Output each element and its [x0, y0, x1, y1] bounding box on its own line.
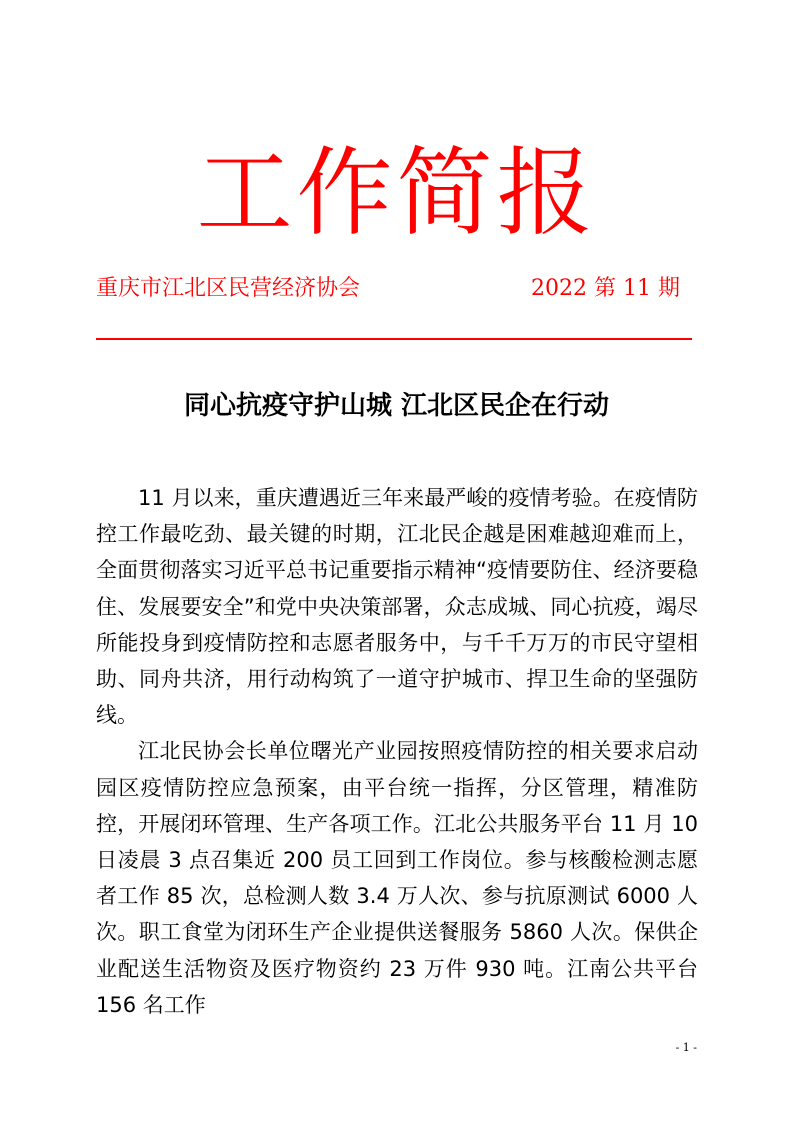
- article-paragraph-2: 江北民协会长单位曙光产业园按照疫情防控的相关要求启动园区疫情防控应急预案，由平台统一指挥，分区管理，精准防控，开展闭环管理、生产各项工作。江北公共服务平台 11 月 10 日凌晨 3 点召集近 200 员工回到工作岗位。参与核酸检测志愿者工作 85 次，总检测人数 3.4 万人次、参与抗原测试 6000 人次。职工食堂为闭环生产企业提供送餐服务 5860 人次。保供企业配送生活物资及医疗物资约 23 万件 930 吨。江南公共平台 156 名工作: [96, 739, 698, 1017]
- article-paragraph-1: 11 月以来，重庆遭遇近三年来最严峻的疫情考验。在疫情防控工作最吃劲、最关键的时期，江北民企越是困难越迎难而上，全面贯彻落实习近平总书记重要指示精神“疫情要防住、经济要稳住、发展要安全”和党中央决策部署，众志成城、同心抗疫，竭尽所能投身到疫情防控和志愿者服务中，与千千万万的市民守望相助、同舟共济，用行动构筑了一道守护城市、捍卫生命的坚强防线。: [96, 486, 698, 728]
- page-number: - 1 -: [675, 1041, 697, 1054]
- masthead-divider: [96, 338, 692, 340]
- article-body: [96, 480, 698, 1023]
- masthead-info-line: [96, 272, 696, 306]
- organization-name: 重庆市江北区民营经济协会: [96, 276, 361, 301]
- issue-number: 2022 第 11 期: [531, 276, 680, 301]
- article-title: 同心抗疫守护山城 江北区民企在行动: [183, 391, 610, 421]
- masthead-title: 工作简报: [196, 137, 597, 249]
